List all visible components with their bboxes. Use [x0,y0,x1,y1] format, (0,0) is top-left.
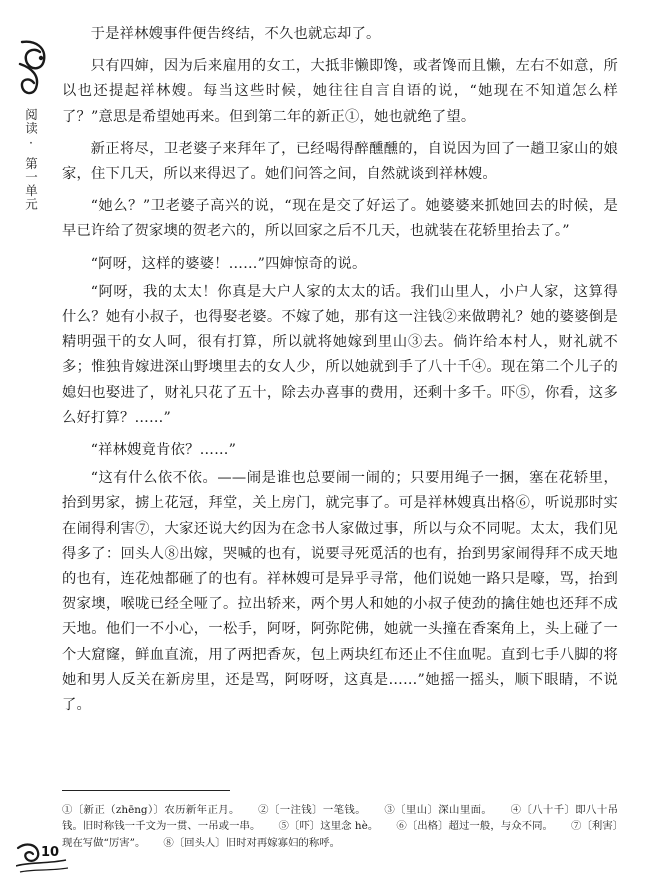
footnote-divider [62,790,230,791]
footnote-block [62,802,618,851]
page-number: 10 [41,845,60,860]
footnote-item: ⑧〔回头人〕旧时对再嫁寡妇的称呼。 [163,836,340,849]
paragraph: 新正将尽，卫老婆子来拜年了，已经喝得醉醺醺的，自说因为回了一趟卫家山的娘家，住下几天，所以来得迟了。她们问答之间，自然就谈到祥林嫂。 [62,140,618,183]
paragraph: “她么？”卫老婆子高兴的说，“现在是交了好运了。她婆婆来抓她回去的时候，是早已许给了贺家墺的贺老六的，所以回家之后不几天，也就装在花轿里抬去了。” [62,198,618,240]
running-head-segment-2: 第一单元 [23,157,39,211]
footnote-item: ⑤〔吓〕这里念 hè。 [278,820,379,833]
footnote-item: ①〔新正（zhēng）〕农历新年正月。 [62,804,240,816]
body-text-column [62,22,618,725]
footnote-item: ④〔八十千〕即八十吊钱。旧时称钱一千文为一贯、一吊或一串。 [62,804,618,833]
paragraph: “阿呀，这样的婆婆！……”四婶惊奇的说。 [90,255,367,272]
footnote-item: ③〔里山〕深山里面。 [383,804,493,816]
paragraph: 于是祥林嫂事件便告终结，不久也就忘却了。 [90,26,381,42]
paragraph: “阿呀，我的太太！你真是大户人家的太太的话。我们山里人，小户人家，这算得什么？她有小叔子，也得娶老婆。不嫁了她，那有这一注钱②来做聘礼？她的婆婆倒是精明强干的女人呵，很有打算，所以就将她嫁到里山③去。倘许给本村人，财礼就不多；惟独肯嫁进深山野墺里去的女人少，所以她就到手了八十千④。现在第二个儿子的媳妇也娶进了，财礼只花了五十，除去办喜事的费用，还剩十多千。吓⑤，你看，这多么好打算？……” [62,283,618,426]
footnote-item: ⑦〔利害〕现在写做“厉害”。 [62,820,618,849]
footnote-item: ⑥〔出格〕超过一般，与众不同。 [396,820,553,833]
running-head-segment-1: 阅读· [23,108,39,151]
margin-ornament-icon [16,38,50,98]
paragraph: “这有什么依不依。——闹是谁也总要闹一闹的；只要用绳子一捆，塞在花轿里，抬到男家，掳上花冠，拜堂，关上房门，就完事了。可是祥林嫂真出格⑥，听说那时实在闹得利害⑦，大家还说大约因为在念书人家做过事，所以与众不同呢。太太，我们见得多了：回头人⑧出嫁，哭喊的也有，说要寻死觅活的也有，抬到男家闹得拜不成天地的也有，连花烛都砸了的也有。祥林嫂可是异乎寻常，他们说她一路只是嚎，骂，抬到贺家墺，喉咙已经全哑了。拉出轿来，两个男人和她的小叔子使劲的擒住她也还拜不成天地。他们一不小心，一松手，阿呀，阿弥陀佛，她就一头撞在香案角上，头上碰了一个大窟窿，鲜血直流，用了两把香灰，包上两块红布还止不住血呢。直到七手八脚的将她和男人反关在新房里，还是骂，阿呀呀，这真是……”她摇一摇头，顺下眼睛，不说了。 [62,470,618,714]
running-head-vertical [18,108,44,217]
paragraph: “祥林嫂竟肯依？……” [90,442,237,459]
footnote-item: ②〔一注钱〕一笔钱。 [257,804,366,816]
paragraph: 只有四婶，因为后来雇用的女工，大抵非懒即馋，或者馋而且懒，左右不如意，所以也还提起祥林嫂。每当这些时候，她往往自言自语的说，“她现在不知道怎么样了？”意思是希望她再来。但到第二年的新正①，她也就绝了望。 [62,58,618,125]
